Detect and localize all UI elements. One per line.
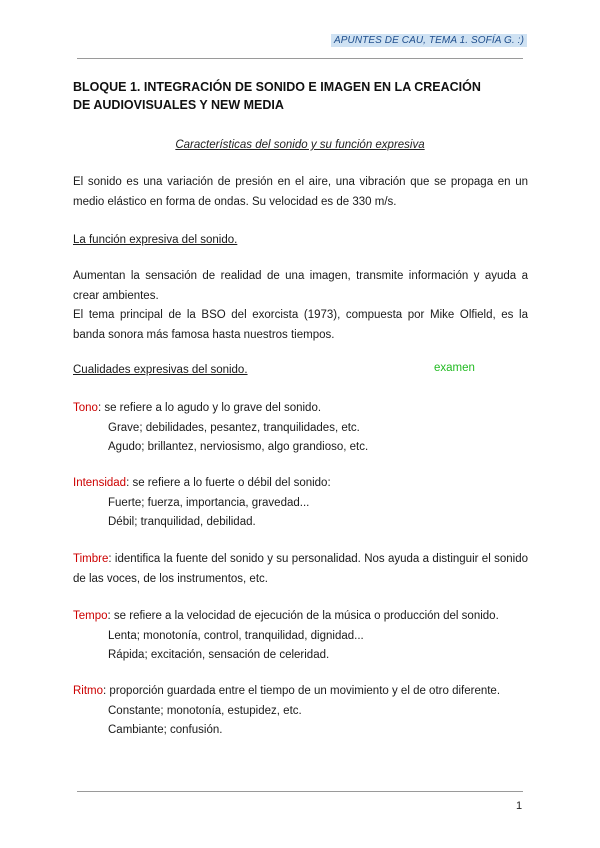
title-line-2: DE AUDIOVISUALES Y NEW MEDIA [73, 98, 284, 112]
page-number: 1 [516, 800, 523, 812]
title-line-1: BLOQUE 1. INTEGRACIÓN DE SONIDO E IMAGEN EN LA CREACIÓN [73, 80, 481, 94]
document-header-tag: APUNTES DE CAU, TEMA 1. SOFÍA G. :) [331, 34, 527, 47]
quality-ritmo [73, 682, 528, 741]
intro-paragraph: El sonido es una variación de presión en el aire, una vibración que se propaga en un medio elástico en forma de ondas. Su velocidad es de 330 m/s. [73, 176, 528, 208]
intensidad-item-debil: Débil; tranquilidad, debilidad. [108, 516, 256, 528]
timbre-text: : identifica la fuente del sonido y su personalidad. Nos ayuda a distinguir el sonido de las voces, de los instrumentos, etc. [73, 553, 528, 585]
tempo-text: : se refiere a la velocidad de ejecución de la música o producción del sonido. [107, 610, 499, 622]
expressive-function-paragraph [73, 267, 528, 345]
ritmo-item-cambiante: Cambiante; confusión. [108, 724, 223, 736]
tempo-term: Tempo [73, 610, 108, 622]
tono-text: : se refiere a lo agudo y lo grave del sonido. [97, 402, 322, 414]
quality-tono [73, 399, 528, 458]
tono-item-agudo: Agudo; brillantez, nerviosismo, algo grandioso, etc. [108, 441, 369, 453]
page-title [73, 78, 533, 114]
ritmo-text: : proporción guardada entre el tiempo de un movimiento y el de otro diferente. [103, 685, 501, 697]
quality-timbre [73, 550, 528, 589]
tono-term: Tono [73, 402, 98, 414]
header-divider [77, 58, 523, 59]
qualities-heading-text: Cualidades expresivas del sonido. [73, 364, 248, 376]
expressive-function-p1: Aumentan la sensación de realidad de una imagen, transmite información y ayuda a crear ambientes. [73, 270, 528, 302]
expressive-function-p2: El tema principal de la BSO del exorcista (1973), compuesta por Mike Olfield, es la banda sonora más famosa hasta nuestros tiempos. [73, 309, 528, 341]
timbre-term: Timbre [73, 553, 109, 565]
ritmo-item-constante: Constante; monotonía, estupidez, etc. [108, 704, 302, 717]
exam-note: examen [434, 362, 475, 374]
quality-intensidad [73, 474, 528, 533]
intensidad-term: Intensidad [73, 477, 127, 489]
section-subtitle [0, 135, 600, 153]
expressive-function-heading [73, 231, 528, 251]
tempo-item-rapida: Rápida; excitación, sensación de celeridad. [108, 649, 330, 661]
intensidad-item-fuerte: Fuerte; fuerza, importancia, gravedad... [108, 496, 310, 509]
tono-item-grave: Grave; debilidades, pesantez, tranquilidades, etc. [108, 421, 360, 434]
intensidad-text: : se refiere a lo fuerte o débil del sonido: [126, 477, 331, 489]
quality-tempo [73, 607, 528, 666]
footer-divider [77, 791, 523, 792]
subtitle-text: Características del sonido y su función expresiva [175, 139, 425, 151]
expressive-function-heading-text: La función expresiva del sonido. [73, 234, 238, 246]
ritmo-term: Ritmo [73, 685, 104, 697]
tempo-item-lenta: Lenta; monotonía, control, tranquilidad, dignidad... [108, 629, 364, 642]
